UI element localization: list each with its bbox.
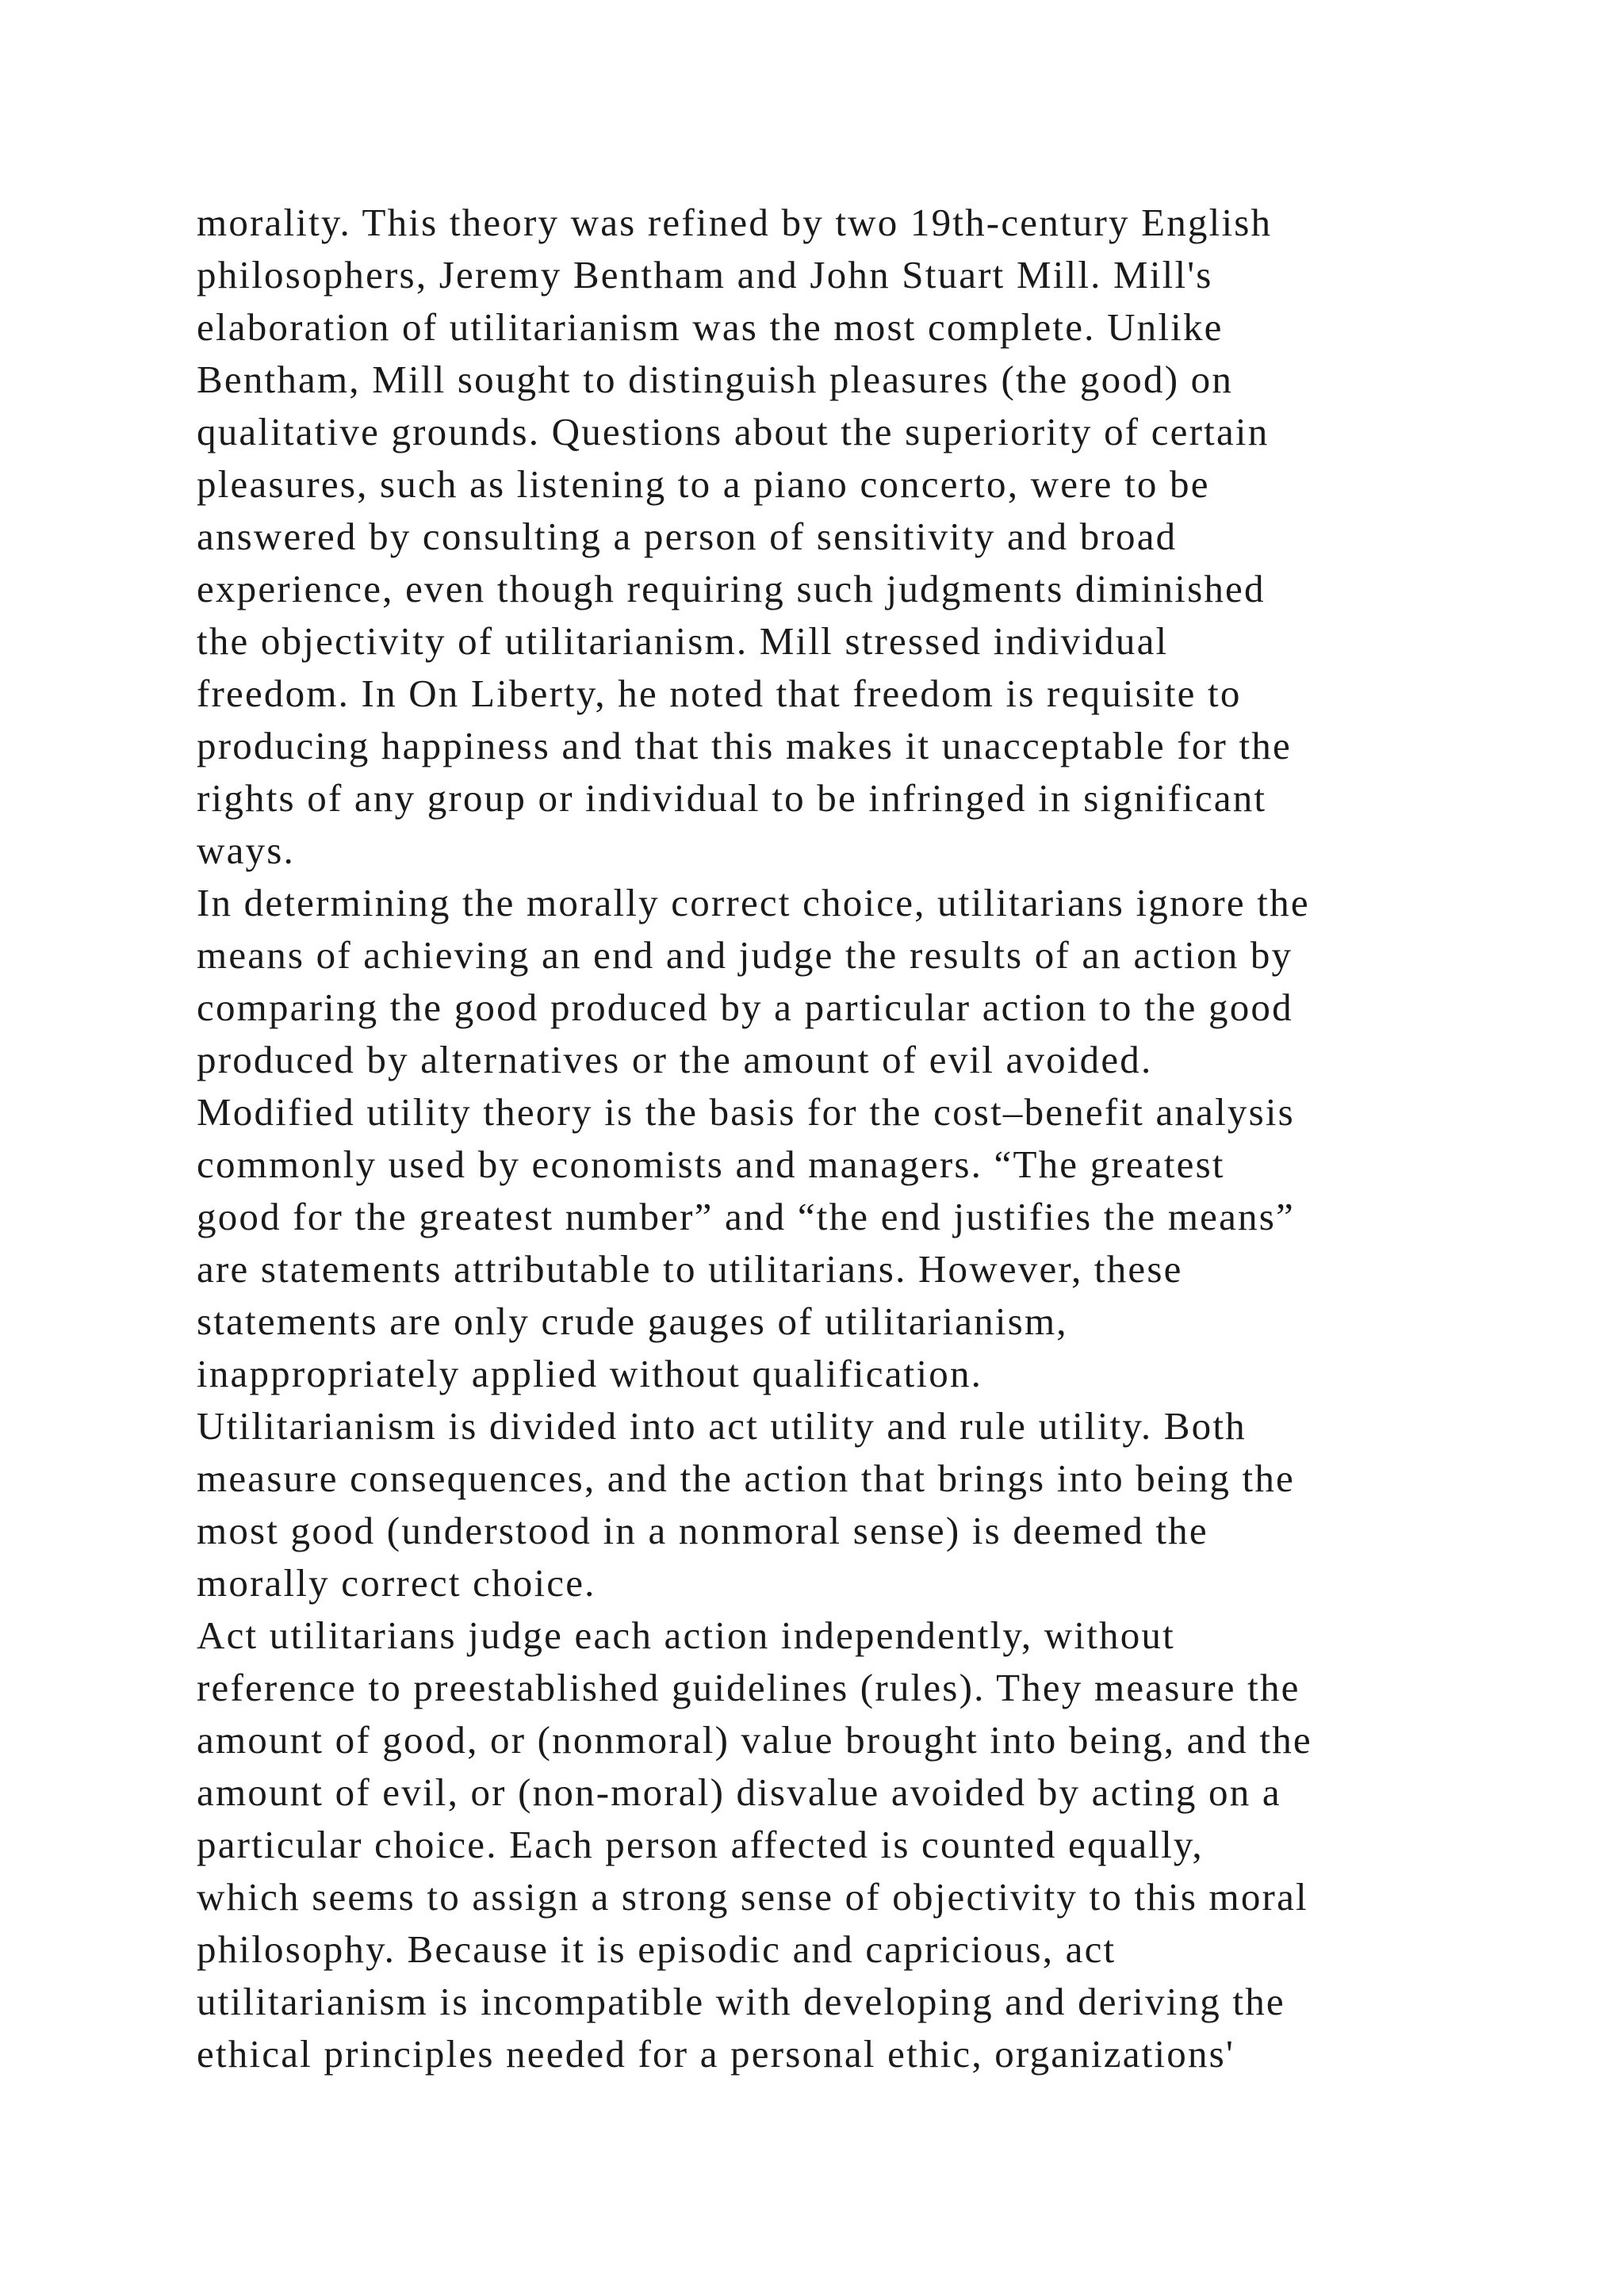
text-line: In determining the morally correct choice, utilitarians ignore the (197, 881, 1310, 924)
text-line: comparing the good produced by a particular action to the good (197, 985, 1293, 1029)
body-text (197, 197, 1481, 2080)
text-line: producing happiness and that this makes it unacceptable for the (197, 724, 1292, 767)
text-line: pleasures, such as listening to a piano concerto, were to be (197, 462, 1210, 506)
text-line: the objectivity of utilitarianism. Mill stressed individual (197, 619, 1169, 663)
text-line: experience, even though requiring such judgments diminished (197, 567, 1266, 610)
text-line: Utilitarianism is divided into act utility and rule utility. Both (197, 1404, 1247, 1448)
text-line: commonly used by economists and managers. “The greatest (197, 1142, 1225, 1186)
text-line: ethical principles needed for a personal ethic, organizations' (197, 2032, 1235, 2076)
text-line: rights of any group or individual to be infringed in significant (197, 776, 1267, 820)
text-line: Modified utility theory is the basis for the cost–benefit analysis (197, 1090, 1295, 1134)
text-line: Bentham, Mill sought to distinguish pleasures (the good) on (197, 358, 1234, 401)
text-line: which seems to assign a strong sense of objectivity to this moral (197, 1875, 1308, 1919)
text-line: morally correct choice. (197, 1561, 596, 1605)
text-line: means of achieving an end and judge the results of an action by (197, 933, 1293, 977)
text-line: most good (understood in a nonmoral sense) is deemed the (197, 1509, 1208, 1552)
text-line: produced by alternatives or the amount of evil avoided. (197, 1038, 1153, 1081)
text-line: reference to preestablished guidelines (rules). They measure the (197, 1666, 1300, 1709)
text-line: amount of evil, or (non-moral) disvalue avoided by acting on a (197, 1770, 1281, 1814)
text-line: elaboration of utilitarianism was the most complete. Unlike (197, 305, 1224, 349)
text-line: ways. (197, 828, 295, 872)
text-line: qualitative grounds. Questions about the superiority of certain (197, 410, 1270, 453)
text-line: answered by consulting a person of sensitivity and broad (197, 515, 1178, 558)
text-line: philosophers, Jeremy Bentham and John Stuart Mill. Mill's (197, 253, 1213, 297)
text-line: amount of good, or (nonmoral) value brought into being, and the (197, 1718, 1312, 1762)
text-line: utilitarianism is incompatible with developing and deriving the (197, 1980, 1285, 2023)
text-line: morality. This theory was refined by two 19th-century English (197, 201, 1273, 244)
text-line: good for the greatest number” and “the end justifies the means” (197, 1195, 1295, 1238)
text-line: particular choice. Each person affected is counted equally, (197, 1823, 1204, 1866)
text-line: inappropriately applied without qualification. (197, 1352, 983, 1395)
text-line: freedom. In On Liberty, he noted that freedom is requisite to (197, 672, 1242, 715)
text-line: philosophy. Because it is episodic and capricious, act (197, 1927, 1116, 1971)
text-line: are statements attributable to utilitarians. However, these (197, 1247, 1183, 1291)
text-line: measure consequences, and the action that brings into being the (197, 1456, 1295, 1500)
text-line: Act utilitarians judge each action independently, without (197, 1613, 1175, 1657)
text-line: statements are only crude gauges of utilitarianism, (197, 1299, 1068, 1343)
